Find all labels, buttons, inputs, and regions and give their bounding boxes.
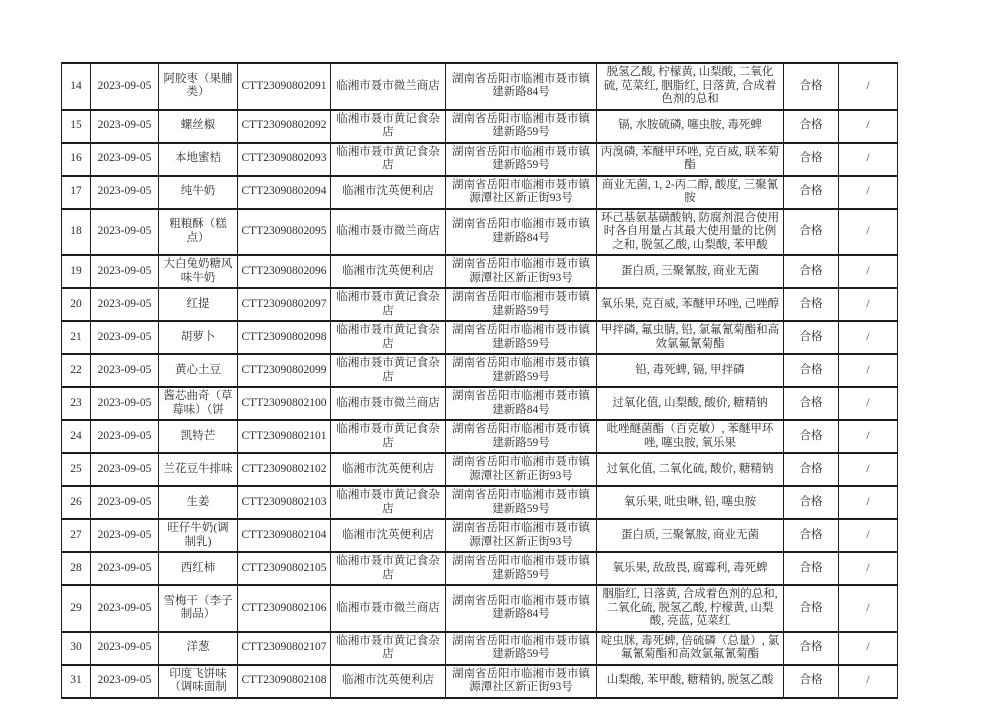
report-number-cell: CTT23090802105 xyxy=(238,552,331,585)
store-address-cell: 湖南省岳阳市临湘市聂市镇源潭社区新正街93号 xyxy=(446,176,597,209)
sample-date-cell: 2023-09-05 xyxy=(91,288,159,321)
remark-cell: / xyxy=(839,486,898,519)
table-row xyxy=(62,321,898,354)
store-name-cell: 临湘市聂市黄记食杂店 xyxy=(331,552,446,585)
report-number-cell: CTT23090802106 xyxy=(238,585,331,632)
sample-date-cell: 2023-09-05 xyxy=(91,321,159,354)
row-number-cell: 29 xyxy=(62,585,91,632)
row-number-cell: 16 xyxy=(62,143,91,176)
row-number-cell: 24 xyxy=(62,420,91,453)
store-name-cell: 临湘市沈英便利店 xyxy=(331,255,446,288)
store-name-cell: 临湘市聂市黄记食杂店 xyxy=(331,486,446,519)
report-number-cell: CTT23090802100 xyxy=(238,387,331,420)
sample-date-cell: 2023-09-05 xyxy=(91,176,159,209)
store-name-cell: 临湘市聂市黄记食杂店 xyxy=(331,110,446,143)
store-name-cell: 临湘市沈英便利店 xyxy=(331,453,446,486)
store-name-cell: 临湘市聂市微兰商店 xyxy=(331,209,446,256)
store-address-cell: 湖南省岳阳市临湘市聂市镇建新路84号 xyxy=(446,209,597,256)
table-row xyxy=(62,176,898,209)
result-cell: 合格 xyxy=(784,519,839,552)
product-name-cell: 洋葱 xyxy=(159,632,238,665)
store-address-cell: 湖南省岳阳市临湘市聂市镇建新路59号 xyxy=(446,486,597,519)
table-row xyxy=(62,354,898,387)
result-cell: 合格 xyxy=(784,209,839,256)
table-row xyxy=(62,632,898,665)
product-name-cell: 本地蜜桔 xyxy=(159,143,238,176)
result-cell: 合格 xyxy=(784,632,839,665)
remark-cell: / xyxy=(839,387,898,420)
result-cell: 合格 xyxy=(784,255,839,288)
store-name-cell: 临湘市聂市微兰商店 xyxy=(331,387,446,420)
row-number-cell: 18 xyxy=(62,209,91,256)
product-name-cell: 凯特芒 xyxy=(159,420,238,453)
store-address-cell: 湖南省岳阳市临湘市聂市镇建新路84号 xyxy=(446,387,597,420)
table-row xyxy=(62,255,898,288)
store-address-cell: 湖南省岳阳市临湘市聂市镇建新路59号 xyxy=(446,110,597,143)
table-row xyxy=(62,486,898,519)
test-items-cell: 氧乐果, 吡虫啉, 铅, 噻虫胺 xyxy=(597,486,784,519)
report-number-cell: CTT23090802104 xyxy=(238,519,331,552)
store-address-cell: 湖南省岳阳市临湘市聂市镇源潭社区新正街93号 xyxy=(446,519,597,552)
remark-cell: / xyxy=(839,665,898,698)
row-number-cell: 17 xyxy=(62,176,91,209)
result-cell: 合格 xyxy=(784,387,839,420)
store-name-cell: 临湘市聂市黄记食杂店 xyxy=(331,321,446,354)
table-row xyxy=(62,453,898,486)
store-address-cell: 湖南省岳阳市临湘市聂市镇建新路59号 xyxy=(446,420,597,453)
product-name-cell: 印度飞饼味（调味面制 xyxy=(159,665,238,698)
table-row xyxy=(62,288,898,321)
store-address-cell: 湖南省岳阳市临湘市聂市镇建新路59号 xyxy=(446,632,597,665)
report-number-cell: CTT23090802096 xyxy=(238,255,331,288)
row-number-cell: 14 xyxy=(62,63,91,110)
store-name-cell: 临湘市聂市黄记食杂店 xyxy=(331,420,446,453)
report-number-cell: CTT23090802107 xyxy=(238,632,331,665)
remark-cell: / xyxy=(839,354,898,387)
test-items-cell: 铅, 毒死蜱, 镉, 甲拌磷 xyxy=(597,354,784,387)
report-number-cell: CTT23090802092 xyxy=(238,110,331,143)
report-number-cell: CTT23090802093 xyxy=(238,143,331,176)
sample-date-cell: 2023-09-05 xyxy=(91,632,159,665)
product-name-cell: 螺丝椒 xyxy=(159,110,238,143)
row-number-cell: 28 xyxy=(62,552,91,585)
store-address-cell: 湖南省岳阳市临湘市聂市镇源潭社区新正街93号 xyxy=(446,665,597,698)
row-number-cell: 30 xyxy=(62,632,91,665)
sample-date-cell: 2023-09-05 xyxy=(91,63,159,110)
row-number-cell: 23 xyxy=(62,387,91,420)
result-cell: 合格 xyxy=(784,552,839,585)
test-items-cell: 蛋白质, 三聚氰胺, 商业无菌 xyxy=(597,255,784,288)
report-number-cell: CTT23090802097 xyxy=(238,288,331,321)
store-name-cell: 临湘市聂市黄记食杂店 xyxy=(331,632,446,665)
table-row xyxy=(62,63,898,110)
result-cell: 合格 xyxy=(784,63,839,110)
test-items-cell: 甲拌磷, 氟虫腈, 铅, 氯氟氰菊酯和高效氯氟氰菊酯 xyxy=(597,321,784,354)
product-name-cell: 粗粮酥（糕点） xyxy=(159,209,238,256)
test-items-cell: 氧乐果, 克百威, 苯醚甲环唑, 己唑醇 xyxy=(597,288,784,321)
sample-date-cell: 2023-09-05 xyxy=(91,143,159,176)
result-cell: 合格 xyxy=(784,110,839,143)
product-name-cell: 大白兔奶糖风味牛奶 xyxy=(159,255,238,288)
remark-cell: / xyxy=(839,552,898,585)
table-row xyxy=(62,387,898,420)
report-number-cell: CTT23090802103 xyxy=(238,486,331,519)
table-row xyxy=(62,665,898,698)
row-number-cell: 19 xyxy=(62,255,91,288)
test-items-cell: 脱氢乙酸, 柠檬黄, 山梨酸, 二氧化硫, 苋菜红, 胭脂红, 日落黄, 合成着色剂的总和 xyxy=(597,63,784,110)
store-name-cell: 临湘市聂市微兰商店 xyxy=(331,63,446,110)
test-items-cell: 蛋白质, 三聚氰胺, 商业无菌 xyxy=(597,519,784,552)
remark-cell: / xyxy=(839,143,898,176)
store-address-cell: 湖南省岳阳市临湘市聂市镇建新路84号 xyxy=(446,63,597,110)
test-items-cell: 啶虫脒, 毒死蜱, 倍硫磷（总量）, 氯氟氰菊酯和高效氯氟氰菊酯 xyxy=(597,632,784,665)
test-items-cell: 丙溴磷, 苯醚甲环唑, 克百威, 联苯菊酯 xyxy=(597,143,784,176)
store-name-cell: 临湘市沈英便利店 xyxy=(331,176,446,209)
result-cell: 合格 xyxy=(784,321,839,354)
sample-date-cell: 2023-09-05 xyxy=(91,209,159,256)
result-cell: 合格 xyxy=(784,176,839,209)
remark-cell: / xyxy=(839,209,898,256)
store-name-cell: 临湘市聂市黄记食杂店 xyxy=(331,288,446,321)
table-row xyxy=(62,143,898,176)
row-number-cell: 27 xyxy=(62,519,91,552)
test-items-cell: 环己基氨基磺酸钠, 防腐剂混合使用时各自用量占其最大使用量的比例之和, 脱氢乙酸, 山梨酸, 苯甲酸 xyxy=(597,209,784,256)
row-number-cell: 15 xyxy=(62,110,91,143)
product-name-cell: 酱芯曲奇（草莓味）（饼 xyxy=(159,387,238,420)
store-name-cell: 临湘市聂市黄记食杂店 xyxy=(331,354,446,387)
result-cell: 合格 xyxy=(784,288,839,321)
store-name-cell: 临湘市聂市黄记食杂店 xyxy=(331,143,446,176)
store-address-cell: 湖南省岳阳市临湘市聂市镇建新路59号 xyxy=(446,354,597,387)
sample-date-cell: 2023-09-05 xyxy=(91,552,159,585)
table-row xyxy=(62,552,898,585)
remark-cell: / xyxy=(839,321,898,354)
store-name-cell: 临湘市聂市微兰商店 xyxy=(331,585,446,632)
sample-date-cell: 2023-09-05 xyxy=(91,519,159,552)
table-row xyxy=(62,519,898,552)
sample-date-cell: 2023-09-05 xyxy=(91,420,159,453)
table-row xyxy=(62,585,898,632)
product-name-cell: 兰花豆牛排味 xyxy=(159,453,238,486)
row-number-cell: 26 xyxy=(62,486,91,519)
table-row xyxy=(62,209,898,256)
report-number-cell: CTT23090802098 xyxy=(238,321,331,354)
store-address-cell: 湖南省岳阳市临湘市聂市镇建新路59号 xyxy=(446,321,597,354)
row-number-cell: 31 xyxy=(62,665,91,698)
remark-cell: / xyxy=(839,453,898,486)
sample-date-cell: 2023-09-05 xyxy=(91,585,159,632)
product-name-cell: 旺仔牛奶(调制乳) xyxy=(159,519,238,552)
table-body xyxy=(62,63,898,698)
inspection-results-table xyxy=(61,62,898,699)
store-address-cell: 湖南省岳阳市临湘市聂市镇源潭社区新正街93号 xyxy=(446,453,597,486)
product-name-cell: 西红柿 xyxy=(159,552,238,585)
result-cell: 合格 xyxy=(784,143,839,176)
remark-cell: / xyxy=(839,519,898,552)
row-number-cell: 21 xyxy=(62,321,91,354)
product-name-cell: 纯牛奶 xyxy=(159,176,238,209)
report-number-cell: CTT23090802094 xyxy=(238,176,331,209)
store-name-cell: 临湘市沈英便利店 xyxy=(331,665,446,698)
remark-cell: / xyxy=(839,288,898,321)
row-number-cell: 22 xyxy=(62,354,91,387)
remark-cell: / xyxy=(839,110,898,143)
product-name-cell: 生姜 xyxy=(159,486,238,519)
product-name-cell: 雪梅干（李子制品） xyxy=(159,585,238,632)
sample-date-cell: 2023-09-05 xyxy=(91,453,159,486)
test-items-cell: 过氧化值, 二氧化硫, 酸价, 糖精钠 xyxy=(597,453,784,486)
table-row xyxy=(62,420,898,453)
sample-date-cell: 2023-09-05 xyxy=(91,665,159,698)
store-address-cell: 湖南省岳阳市临湘市聂市镇建新路59号 xyxy=(446,552,597,585)
product-name-cell: 阿胶枣（果脯类） xyxy=(159,63,238,110)
store-name-cell: 临湘市沈英便利店 xyxy=(331,519,446,552)
store-address-cell: 湖南省岳阳市临湘市聂市镇建新路84号 xyxy=(446,585,597,632)
sample-date-cell: 2023-09-05 xyxy=(91,110,159,143)
test-items-cell: 镉, 水胺硫磷, 噻虫胺, 毒死蜱 xyxy=(597,110,784,143)
row-number-cell: 25 xyxy=(62,453,91,486)
result-cell: 合格 xyxy=(784,420,839,453)
test-items-cell: 山梨酸, 苯甲酸, 糖精钠, 脱氢乙酸 xyxy=(597,665,784,698)
table-row xyxy=(62,110,898,143)
remark-cell: / xyxy=(839,255,898,288)
report-number-cell: CTT23090802091 xyxy=(238,63,331,110)
result-cell: 合格 xyxy=(784,486,839,519)
test-items-cell: 吡唑醚菌酯（百克敏）, 苯醚甲环唑, 噻虫胺, 氧乐果 xyxy=(597,420,784,453)
report-number-cell: CTT23090802108 xyxy=(238,665,331,698)
report-number-cell: CTT23090802102 xyxy=(238,453,331,486)
remark-cell: / xyxy=(839,632,898,665)
sample-date-cell: 2023-09-05 xyxy=(91,486,159,519)
report-number-cell: CTT23090802095 xyxy=(238,209,331,256)
sample-date-cell: 2023-09-05 xyxy=(91,354,159,387)
report-number-cell: CTT23090802101 xyxy=(238,420,331,453)
store-address-cell: 湖南省岳阳市临湘市聂市镇源潭社区新正街93号 xyxy=(446,255,597,288)
row-number-cell: 20 xyxy=(62,288,91,321)
store-address-cell: 湖南省岳阳市临湘市聂市镇建新路59号 xyxy=(446,288,597,321)
product-name-cell: 黄心土豆 xyxy=(159,354,238,387)
remark-cell: / xyxy=(839,420,898,453)
result-cell: 合格 xyxy=(784,453,839,486)
test-items-cell: 过氧化值, 山梨酸, 酸价, 糖精钠 xyxy=(597,387,784,420)
sample-date-cell: 2023-09-05 xyxy=(91,387,159,420)
remark-cell: / xyxy=(839,63,898,110)
result-cell: 合格 xyxy=(784,354,839,387)
report-number-cell: CTT23090802099 xyxy=(238,354,331,387)
sample-date-cell: 2023-09-05 xyxy=(91,255,159,288)
remark-cell: / xyxy=(839,585,898,632)
test-items-cell: 商业无菌, 1, 2-丙二醇, 酸度, 三聚氰胺 xyxy=(597,176,784,209)
test-items-cell: 胭脂红, 日落黄, 合成着色剂的总和, 二氧化硫, 脱氢乙酸, 柠檬黄, 山梨酸, 亮蓝, 苋菜红 xyxy=(597,585,784,632)
remark-cell: / xyxy=(839,176,898,209)
product-name-cell: 胡萝卜 xyxy=(159,321,238,354)
store-address-cell: 湖南省岳阳市临湘市聂市镇建新路59号 xyxy=(446,143,597,176)
result-cell: 合格 xyxy=(784,585,839,632)
test-items-cell: 氧乐果, 敌敌畏, 腐霉利, 毒死蜱 xyxy=(597,552,784,585)
result-cell: 合格 xyxy=(784,665,839,698)
product-name-cell: 红提 xyxy=(159,288,238,321)
